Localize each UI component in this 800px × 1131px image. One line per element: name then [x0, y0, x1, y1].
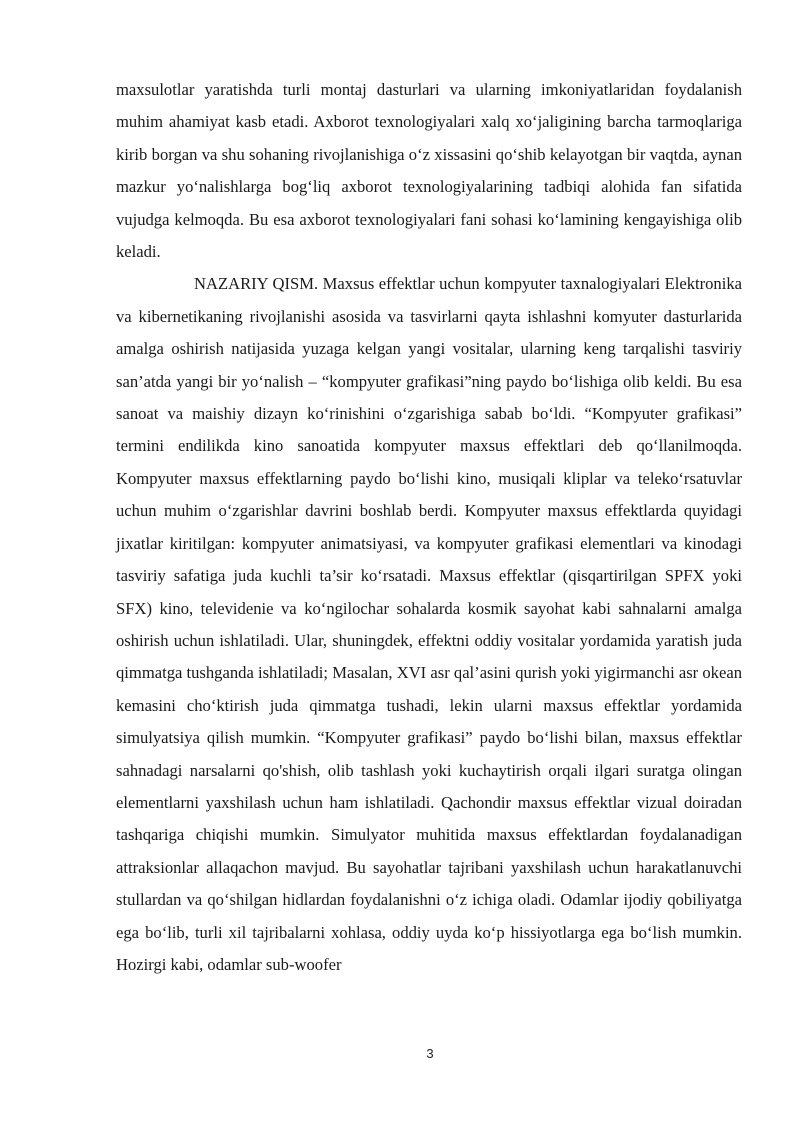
- paragraph-intro: maxsulotlar yaratishda turli montaj dasturlari va ularning imkoniyatlaridan foydalanish muhim ahamiyat kasb etadi. Axborot texnologiyalari xalq xo‘jaligining barcha tarmoqlariga kirib borgan va shu sohaning rivojlanishiga o‘z xissasini qo‘shib kelayotgan bir vaqtda, aynan mazkur yo‘nalishlarga bog‘liq axborot texnologiyalarining tadbiqi alohida fan sifatida vujudga kelmoqda. Bu esa axborot texnologiyalari fani sohasi ko‘lamining kengayishiga olib keladi.: [116, 80, 742, 262]
- body-text: [116, 74, 742, 981]
- paragraph-theory: NAZARIY QISM. Maxsus effektlar uchun kompyuter taxnalogiyalari Elektronika va kibernetikaning rivojlanishi asosida va tasvirlarni qayta ishlashni komyuter dasturlarida amalga oshirish natijasida yuzaga kelgan yangi vositalar, ularning keng tarqalishi tasviriy san’atda yangi bir yo‘nalish – “kompyuter grafikasi”ning paydo bo‘lishiga olib keldi. Bu esa sanoat va maishiy dizayn ko‘rinishini o‘zgarishiga sabab bo‘ldi. “Kompyuter grafikasi” termini endilikda kino sanoatida kompyuter maxsus effektlari deb qo‘llanilmoqda. Kompyuter maxsus effektlarning paydo bo‘lishi kino, musiqali kliplar va teleko‘rsatuvlar uchun muhim o‘zgarishlar davrini boshlab berdi. Kompyuter maxsus effektlarda quyidagi jixatlar kiritilgan: kompyuter animatsiyasi, va kompyuter grafikasi elementlari va kinodagi tasviriy safatiga juda kuchli ta’sir ko‘rsatadi. Maxsus effektlar (qisqartirilgan SPFX yoki SFX) kino, televidenie va ko‘ngilochar sohalarda kosmik sayohat kabi sahnalarni amalga oshirish uchun ishlatiladi. Ular, shuningdek, effektni oddiy vositalar yordamida yaratish juda qimmatga tushganda ishlatiladi; Masalan, XVI asr qal’asini qurish yoki yigirmanchi asr okean kemasini cho‘ktirish juda qimmatga tushadi, lekin ularni maxsus effektlar yordamida simulyatsiya qilish mumkin. “Kompyuter grafikasi” paydo bo‘lishi bilan, maxsus effektlar sahnadagi narsalarni qo'shish, olib tashlash yoki kuchaytirish orqali ilgari suratga olingan elementlarni yaxshilash uchun ham ishlatiladi. Qachondir maxsus effektlar vizual doiradan tashqariga chiqishi mumkin. Simulyator muhitida maxsus effektlardan foydalanadigan attraksionlar allaqachon mavjud. Bu sayohatlar tajribani yaxshilash uchun harakatlanuvchi stullardan va qo‘shilgan hidlardan foydalanishni o‘z ichiga oladi. Odamlar ijodiy qobiliyatga ega bo‘lib, turli xil tajribalarni xohlasa, oddiy uyda ko‘p hissiyotlarga ega bo‘lish mumkin. Hozirgi kabi, odamlar sub-woofer: [116, 274, 742, 974]
- page-number: 3: [426, 1046, 434, 1061]
